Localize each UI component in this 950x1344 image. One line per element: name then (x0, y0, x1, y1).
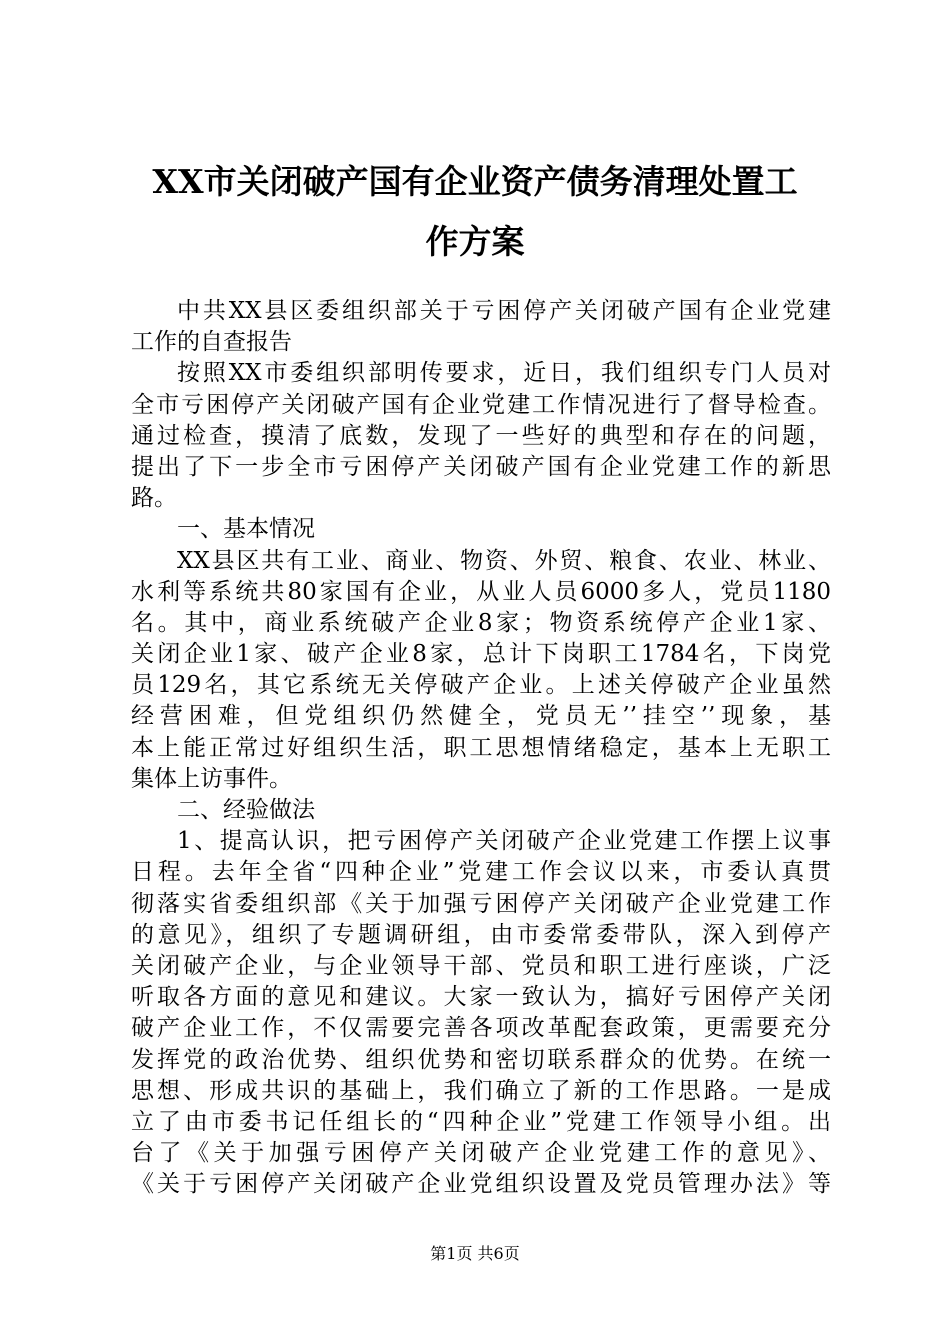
body-line: 名。其中，商业系统破产企业8家；物资系统停产企业1家、 (131, 609, 831, 636)
body-line: 提出了下一步全市亏困停产关闭破产国有企业党建工作的新思 (131, 453, 831, 480)
body-line: 发挥党的政治优势、组织优势和密切联系群众的优势。在统一 (131, 1046, 831, 1073)
body-line: 关闭企业1家、破产企业8家，总计下岗职工1784名，下岗党 (131, 641, 831, 668)
body-line: 中共XX县区委组织部关于亏困停产关闭破产国有企业党建 (177, 298, 831, 324)
document-title-line-2: 作方案 (425, 222, 525, 261)
body-line: 听取各方面的意见和建议。大家一致认为，搞好亏困停产关闭 (131, 984, 831, 1011)
page-number-footer: 第1页 共6页 (430, 1244, 520, 1263)
body-line: 的意见》，组织了专题调研组，由市委常委带队，深入到停产 (131, 921, 831, 948)
document-title-line-1: XX市关闭破产国有企业资产债务清理处置工 (152, 162, 798, 201)
body-line: 破产企业工作，不仅需要完善各项改革配套政策，更需要充分 (131, 1015, 831, 1042)
body-line: 《关于亏困停产关闭破产企业党组织设置及党员管理办法》等 (131, 1171, 831, 1198)
body-line: 经营困难，但党组织仍然健全，党员无’’挂空’’现象，基 (131, 703, 831, 730)
body-line: 按照XX市委组织部明传要求，近日，我们组织专门人员对 (177, 360, 831, 387)
body-line: 彻落实省委组织部《关于加强亏困停产关闭破产企业党建工作 (131, 890, 831, 917)
body-line: 全市亏困停产关闭破产国有企业党建工作情况进行了督导检查。 (131, 391, 831, 418)
body-line: 工作的自查报告 (131, 329, 292, 356)
body-line: 日程。去年全省“四种企业”党建工作会议以来，市委认真贯 (131, 859, 831, 886)
body-line: 1、提高认识，把亏困停产关闭破产企业党建工作摆上议事 (177, 828, 831, 855)
body-line: 员129名，其它系统无关停破产企业。上述关停破产企业虽然 (131, 672, 831, 699)
body-line: 通过检查，摸清了底数，发现了一些好的典型和存在的问题， (131, 422, 831, 449)
body-line: 集体上访事件。 (131, 765, 292, 792)
document-body (131, 296, 831, 1200)
body-line: 水利等系统共80家国有企业，从业人员6000多人，党员1180 (131, 578, 831, 605)
body-line: 立了由市委书记任组长的“四种企业”党建工作领导小组。出 (131, 1108, 831, 1135)
body-line: 关闭破产企业，与企业领导干部、党员和职工进行座谈，广泛 (131, 952, 831, 979)
body-line: 台了《关于加强亏困停产关闭破产企业党建工作的意见》、 (131, 1140, 831, 1167)
body-line: 路。 (131, 485, 177, 512)
body-line: 思想、形成共识的基础上，我们确立了新的工作思路。一是成 (131, 1077, 831, 1104)
section-heading: 二、经验做法 (177, 797, 315, 823)
section-heading: 一、基本情况 (177, 516, 315, 543)
body-line: 本上能正常过好组织生活，职工思想情绪稳定，基本上无职工 (131, 734, 831, 761)
body-line: XX县区共有工业、商业、物资、外贸、粮食、农业、林业、 (177, 547, 831, 574)
